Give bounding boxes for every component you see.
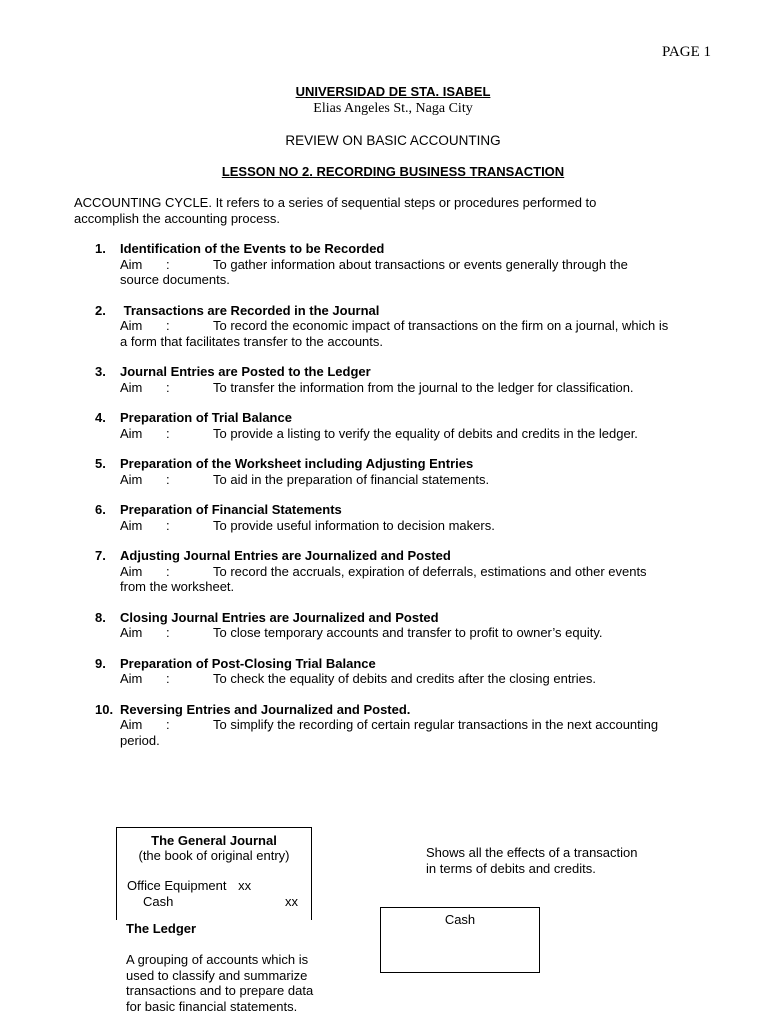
ledger-description-line: used to classify and summarize — [126, 967, 308, 983]
aim-label: Aim — [120, 671, 143, 686]
debit-account: Office Equipment — [127, 878, 227, 893]
ledger-description-line: A grouping of accounts which is — [126, 952, 309, 967]
step-item — [95, 410, 720, 441]
step-title: Preparation of Post-Closing Trial Balance — [120, 655, 376, 671]
step-number: 9. — [95, 655, 106, 671]
step-item — [95, 656, 720, 687]
step-item — [95, 364, 720, 395]
step-number: 10. — [95, 701, 114, 717]
review-title: REVIEW ON BASIC ACCOUNTING — [285, 133, 501, 148]
step-item — [95, 502, 720, 533]
intro-line: accomplish the accounting process. — [74, 211, 280, 226]
step-title: Preparation of Trial Balance — [120, 410, 292, 425]
journal-debit-entry — [127, 878, 251, 893]
step-item — [95, 303, 720, 350]
step-number: 5. — [95, 456, 106, 471]
aim-colon: : — [166, 517, 170, 533]
step-aim: To provide useful information to decision makers. — [213, 517, 495, 533]
step-number: 3. — [95, 364, 106, 379]
aim-label: Aim — [120, 256, 143, 272]
aim-colon: : — [166, 379, 170, 395]
general-journal-title: The General Journal — [151, 833, 277, 848]
step-aim: To close temporary accounts and transfer to profit to owner’s equity. — [213, 625, 603, 640]
credit-amount: xx — [285, 894, 298, 909]
step-title: Adjusting Journal Entries are Journalized and Posted — [120, 548, 451, 563]
aim-label: Aim — [120, 517, 143, 533]
step-aim: To aid in the preparation of financial statements. — [213, 471, 490, 487]
ledger-description — [126, 952, 336, 1014]
step-aim-continued: from the worksheet. — [120, 579, 235, 594]
cash-account-label: Cash — [444, 912, 476, 927]
step-aim: To check the equality of debits and credits after the closing entries. — [213, 671, 596, 686]
step-aim-continued: period. — [120, 732, 160, 748]
page-number: PAGE 1 — [661, 44, 711, 60]
step-title: Closing Journal Entries are Journalized and Posted — [120, 609, 439, 625]
accounting-cycle-intro — [74, 195, 674, 227]
ledger-description-line: for basic financial statements. — [126, 998, 298, 1014]
step-title: Journal Entries are Posted to the Ledger — [120, 364, 371, 379]
general-journal-box — [116, 827, 312, 920]
aim-label: Aim — [120, 379, 143, 395]
step-item — [95, 702, 720, 749]
ledger-title: The Ledger — [126, 921, 197, 936]
journal-description-line: Shows all the effects of a transaction — [426, 845, 638, 860]
step-aim: To gather information about transactions or events generally through the — [213, 256, 628, 272]
aim-colon: : — [166, 563, 170, 579]
general-journal-subtitle: (the book of original entry) — [138, 848, 290, 863]
step-item — [95, 241, 720, 288]
aim-label: Aim — [120, 318, 143, 333]
step-aim: To transfer the information from the journal to the ledger for classification. — [213, 379, 634, 395]
step-number: 1. — [95, 241, 106, 256]
aim-colon: : — [166, 717, 170, 732]
debit-amount: xx — [238, 878, 252, 893]
step-number: 8. — [95, 609, 106, 625]
university-address: Elias Angeles St., Naga City — [313, 101, 473, 116]
ledger-description-line: transactions and to prepare data — [126, 983, 314, 998]
aim-colon: : — [166, 471, 170, 487]
journal-description — [426, 845, 676, 877]
aim-colon: : — [166, 318, 170, 333]
step-title: Identification of the Events to be Recorded — [120, 241, 385, 256]
step-title: Preparation of Financial Statements — [120, 502, 342, 517]
aim-colon: : — [166, 256, 170, 272]
aim-label: Aim — [120, 471, 143, 487]
lesson-title: LESSON NO 2. RECORDING BUSINESS TRANSACTION — [221, 164, 565, 179]
step-aim: To simplify the recording of certain regular transactions in the next accounting — [213, 717, 659, 732]
step-aim: To provide a listing to verify the equality of debits and credits in the ledger. — [213, 425, 638, 441]
aim-label: Aim — [120, 425, 143, 441]
aim-label: Aim — [120, 717, 143, 732]
step-number: 2. — [95, 302, 106, 318]
step-title: Reversing Entries and Journalized and Posted. — [120, 701, 411, 717]
aim-colon: : — [166, 625, 170, 640]
step-title: Preparation of the Worksheet including Adjusting Entries — [120, 456, 474, 471]
step-item — [95, 456, 720, 487]
step-number: 4. — [95, 410, 106, 425]
step-aim-continued: source documents. — [120, 272, 230, 287]
step-aim: To record the economic impact of transactions on the firm on a journal, which is — [213, 318, 669, 333]
step-title: Transactions are Recorded in the Journal — [120, 302, 380, 318]
step-number: 7. — [95, 548, 106, 563]
intro-line: ACCOUNTING CYCLE. It refers to a series of sequential steps or procedures performed to — [74, 195, 597, 210]
journal-description-line: in terms of debits and credits. — [426, 861, 596, 876]
aim-label: Aim — [120, 625, 143, 640]
aim-label: Aim — [120, 563, 143, 579]
step-number: 6. — [95, 502, 106, 517]
step-item — [95, 548, 720, 595]
university-name: UNIVERSIDAD DE STA. ISABEL — [295, 84, 491, 99]
aim-colon: : — [166, 425, 170, 441]
step-aim: To record the accruals, expiration of deferrals, estimations and other events — [213, 563, 647, 579]
step-aim-continued: a form that facilitates transfer to the accounts. — [120, 333, 384, 349]
aim-colon: : — [166, 671, 170, 686]
step-item — [95, 610, 720, 641]
credit-account: Cash — [143, 894, 174, 909]
cash-account-box — [380, 907, 540, 973]
accounting-cycle-steps — [95, 241, 720, 763]
